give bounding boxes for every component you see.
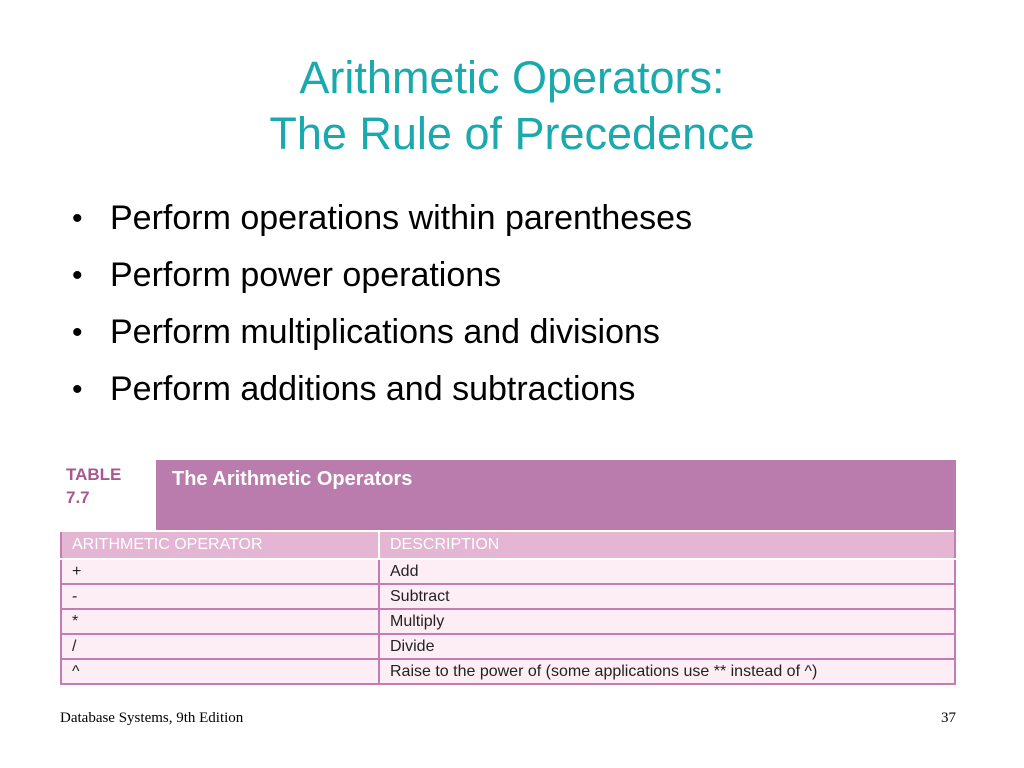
operators-table [60,460,956,691]
bullet-text: Perform operations within parentheses [110,199,693,237]
column-header-description: DESCRIPTION [379,531,955,559]
slide-title [0,50,1024,162]
bullet-dot: • [72,202,83,235]
operator-cell: + [61,559,379,584]
description-cell: Raise to the power of (some applications use ** instead of ^) [379,659,955,684]
bullet-text: Perform multiplications and divisions [110,313,660,351]
bullet-item [72,247,972,304]
bullet-item [72,361,972,418]
description-cell: Multiply [379,609,955,634]
description-cell: Subtract [379,584,955,609]
slide-title-line1: Arithmetic Operators: [299,52,725,103]
bullet-text: Perform power operations [110,256,502,294]
operator-cell: * [61,609,379,634]
operators-grid [60,530,956,685]
bullet-item [72,190,972,247]
operator-cell: ^ [61,659,379,684]
slide-title-line2: The Rule of Precedence [269,108,755,159]
table-row [61,559,955,584]
table-header-row [61,531,955,559]
footer-book-title: Database Systems, 9th Edition [60,710,244,726]
table-header-band [60,460,956,530]
description-cell: Add [379,559,955,584]
table-label-number: 7.7 [66,488,90,507]
table-number-label [66,463,121,509]
description-cell: Divide [379,634,955,659]
table-row [61,634,955,659]
column-header-operator: ARITHMETIC OPERATOR [61,531,379,559]
bullet-dot: • [72,373,83,406]
bullet-dot: • [72,259,83,292]
table-label-word: TABLE [66,465,122,484]
table-row [61,584,955,609]
bullet-dot: • [72,316,83,349]
table-title: The Arithmetic Operators [172,468,413,490]
table-tab-curve [120,460,180,530]
table-row [61,659,955,684]
operator-cell: / [61,634,379,659]
operator-cell: - [61,584,379,609]
footer-page-number: 37 [941,710,956,726]
bullet-item [72,304,972,361]
bullet-text: Perform additions and subtractions [110,370,636,408]
table-row [61,609,955,634]
bullet-list [72,190,972,418]
